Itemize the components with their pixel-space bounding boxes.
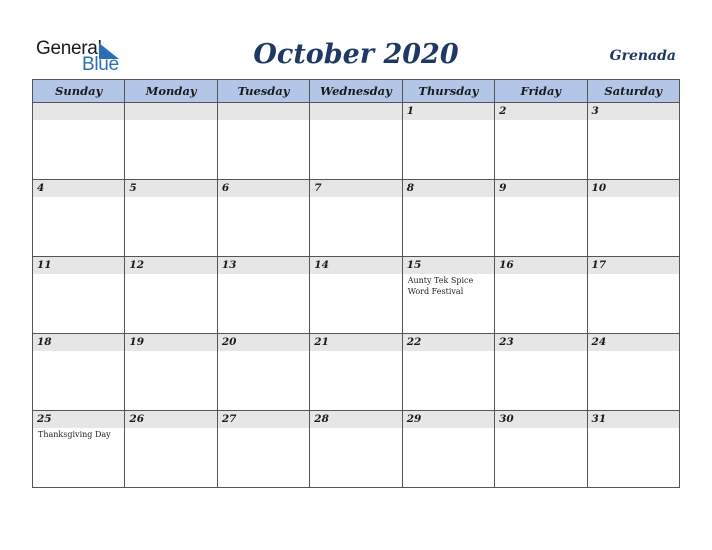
day-number: 13 [221,259,237,271]
weekday-header-row [33,80,680,103]
day-cell [310,103,402,180]
day-number: 9 [499,182,507,194]
weekday-wednesday: Wednesday [310,80,402,103]
day-number-bar [125,180,216,197]
day-number: 22 [406,336,422,348]
day-number-bar [310,103,401,120]
day-number: 30 [499,413,514,425]
day-number: 23 [499,336,514,348]
day-number-bar [33,180,124,197]
day-cell [33,180,125,257]
day-cell [217,257,309,334]
day-cell [33,334,125,411]
day-cell [495,103,587,180]
day-cell [310,180,402,257]
day-cell [33,103,125,180]
day-number: 5 [129,182,137,194]
day-number-bar [403,103,494,120]
weekday-sunday: Sunday [33,80,125,103]
day-cell [217,334,309,411]
weekday-monday: Monday [125,80,217,103]
day-number-bar [33,334,124,351]
day-number: 15 [406,259,422,271]
day-number-bar [33,103,124,120]
day-number: 21 [314,336,329,348]
day-cell [587,257,679,334]
day-number-bar [495,103,586,120]
day-number: 2 [499,105,507,117]
holiday-event: Aunty Tek Spice Word Festival [407,276,474,296]
weekday-thursday: Thursday [402,80,494,103]
day-number: 19 [129,336,145,348]
day-cell [125,257,217,334]
day-number: 20 [221,336,237,348]
day-number: 14 [314,259,329,271]
weekday-tuesday: Tuesday [217,80,309,103]
day-cell [33,411,125,488]
day-number-bar [588,257,679,274]
day-number: 4 [37,182,45,194]
day-number: 29 [406,413,422,425]
day-cell [125,411,217,488]
day-number-bar [218,257,309,274]
day-number: 7 [314,182,322,194]
day-number-bar [218,334,309,351]
day-number: 27 [221,413,237,425]
day-cell [310,411,402,488]
day-cell [587,411,679,488]
day-number: 6 [221,182,230,194]
day-number: 18 [37,336,52,348]
day-cell [217,103,309,180]
day-number: 25 [37,413,52,425]
generalblue-logo [36,38,136,74]
day-number: 16 [499,259,514,271]
day-number-bar [403,411,494,428]
weekday-friday: Friday [495,80,587,103]
day-number-bar [125,103,216,120]
day-number-bar [218,180,309,197]
day-number: 28 [314,413,329,425]
week-row [33,180,680,257]
calendar-title: October 2020 [253,39,459,70]
day-number-bar [310,180,401,197]
day-cell [310,257,402,334]
week-row [33,334,680,411]
day-number-bar [125,411,216,428]
calendar-grid [32,79,680,488]
day-cell [217,411,309,488]
day-number-bar [495,411,586,428]
day-cell [310,334,402,411]
week-row [33,257,680,334]
day-number: 3 [591,105,599,117]
week-row [33,411,680,488]
day-number-bar [125,257,216,274]
day-cell [402,257,494,334]
day-cell [587,180,679,257]
day-cell [125,103,217,180]
day-cell [33,257,125,334]
day-number-bar [218,103,309,120]
day-number: 1 [406,105,414,117]
day-cell [495,334,587,411]
day-cell [125,180,217,257]
day-number-bar [33,257,124,274]
day-cell [402,411,494,488]
logo-text-blue: Blue [82,54,119,75]
day-cell [495,257,587,334]
day-cell [402,180,494,257]
day-number-bar [588,334,679,351]
day-number: 17 [591,259,607,271]
day-number: 24 [591,336,607,348]
day-cell [125,334,217,411]
day-number: 11 [37,259,52,271]
day-number-bar [403,257,494,274]
country-name: Grenada [609,48,676,64]
day-number-bar [495,180,586,197]
day-cell [217,180,309,257]
day-cell [495,411,587,488]
day-number: 31 [591,413,607,425]
day-number-bar [588,411,679,428]
day-number-bar [588,103,679,120]
day-number: 12 [129,259,145,271]
logo-text-general: General [36,38,102,59]
day-number-bar [125,334,216,351]
day-number-bar [33,411,124,428]
day-number: 10 [591,182,607,194]
day-number: 8 [406,182,414,194]
day-number-bar [588,180,679,197]
week-row [33,103,680,180]
weekday-saturday: Saturday [587,80,679,103]
day-cell [587,334,679,411]
day-number-bar [218,411,309,428]
day-number-bar [403,334,494,351]
day-cell [402,103,494,180]
day-number-bar [310,334,401,351]
day-cell [495,180,587,257]
day-cell [587,103,679,180]
day-number-bar [310,257,401,274]
day-number-bar [495,257,586,274]
day-number-bar [310,411,401,428]
holiday-event: Thanksgiving Day [38,430,111,439]
day-cell [402,334,494,411]
day-number-bar [495,334,586,351]
day-number-bar [403,180,494,197]
day-number: 26 [129,413,145,425]
